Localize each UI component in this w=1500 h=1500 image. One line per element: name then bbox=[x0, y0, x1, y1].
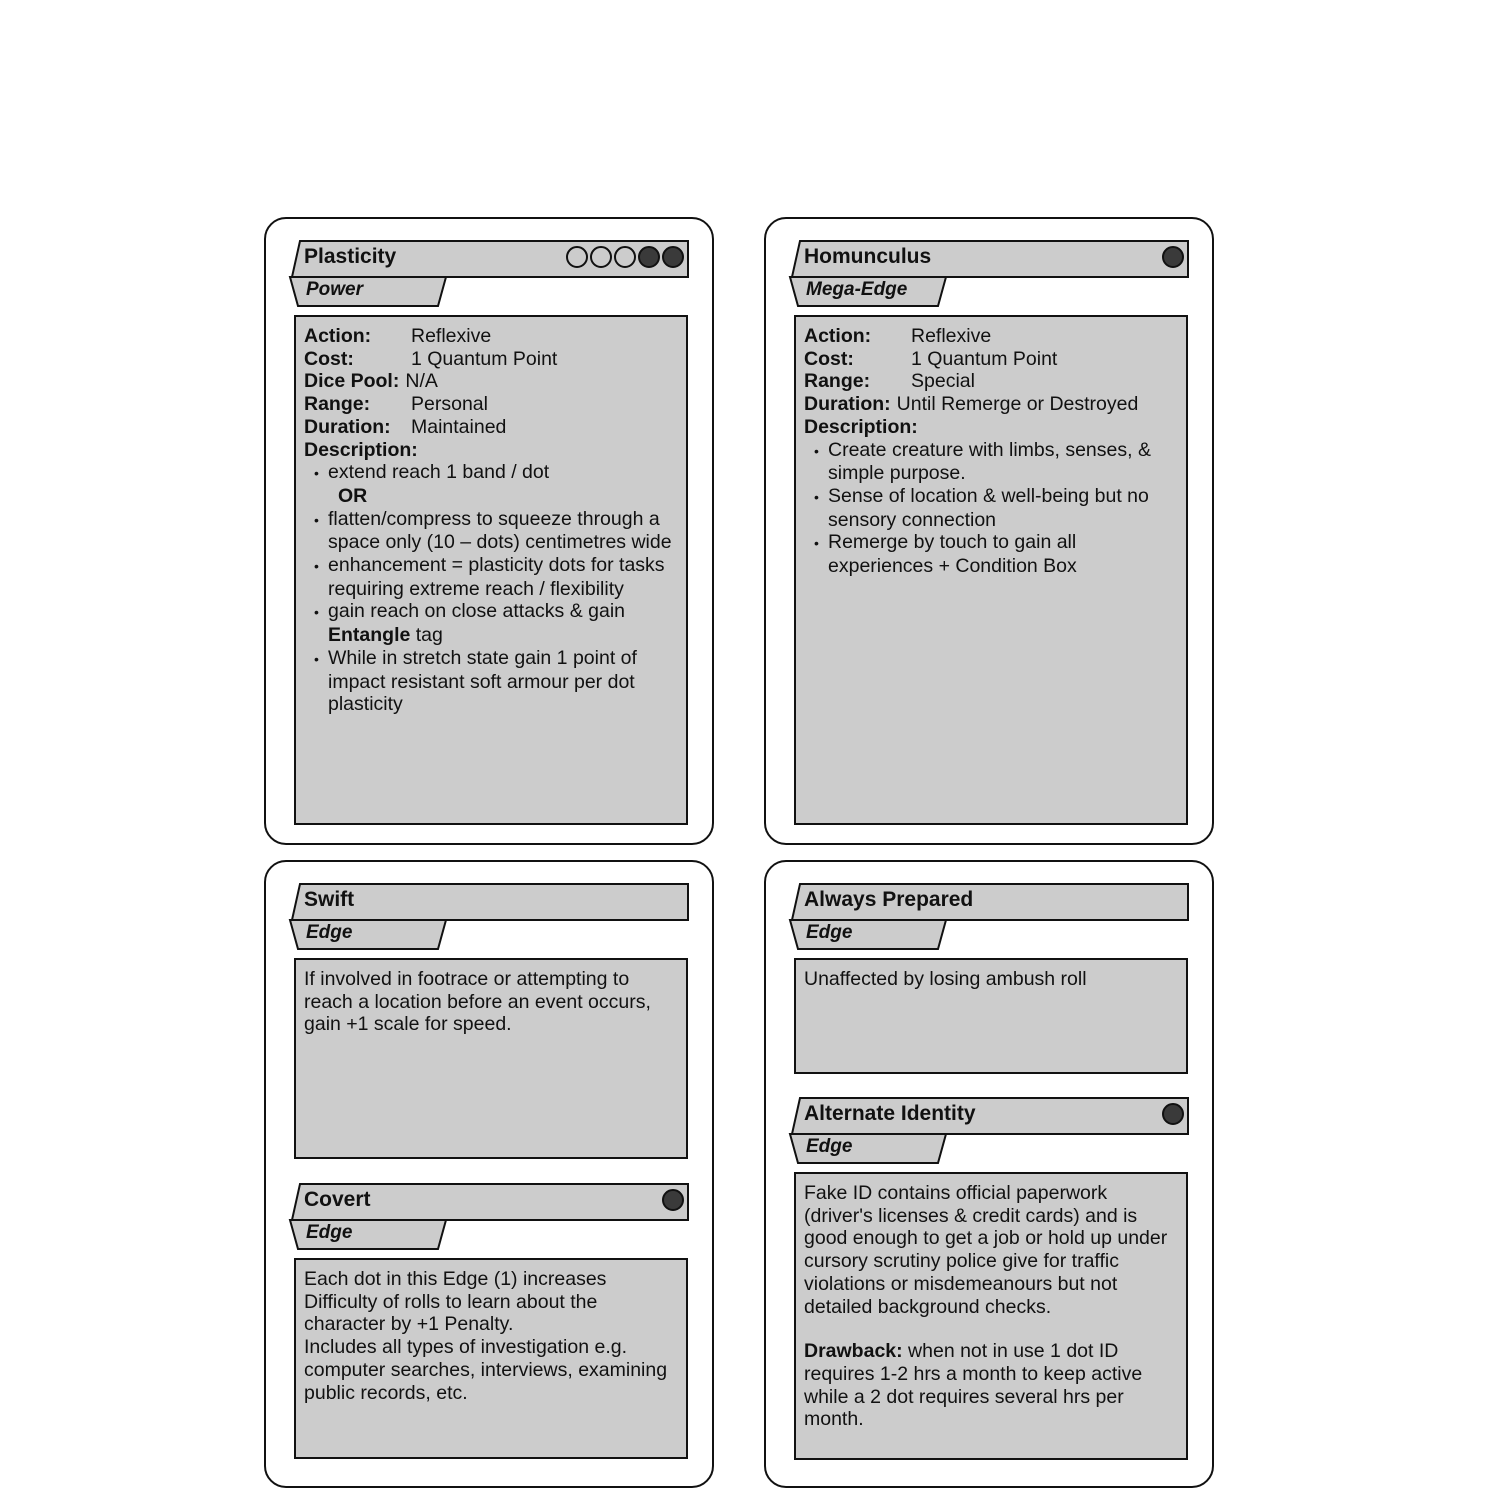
card-header-shapes bbox=[266, 219, 716, 329]
card-homunculus bbox=[764, 217, 1214, 845]
description-label: Description: bbox=[304, 438, 418, 461]
range-value: Special bbox=[911, 370, 975, 393]
card-title: Always Prepared bbox=[804, 888, 974, 911]
or-separator: OR bbox=[338, 484, 368, 507]
description-bullet: • extend reach 1 band / dot bbox=[304, 461, 678, 485]
card-body bbox=[794, 1172, 1188, 1460]
card-body: If involved in footrace or attempting to reach a location before an event occurs, gain +1 scale for speed. bbox=[294, 958, 688, 1159]
duration-value: Maintained bbox=[411, 415, 507, 438]
rating-dot-filled bbox=[638, 246, 660, 268]
body-text: Includes all types of investigation e.g. computer searches, interviews, examining public records, etc. bbox=[304, 1336, 668, 1404]
entangle-tag: Entangle bbox=[328, 624, 411, 647]
description-bullet: • Sense of location & well-being but no sensory connection bbox=[804, 485, 1178, 531]
body-text: Fake ID contains official paperwork (driver's licenses & credit cards) and is good enough to get a job or hold up under cursory scrutiny police give for traffic violations or misdemeanours but not detailed background checks. bbox=[804, 1182, 1168, 1318]
drawback-value: when not in use 1 dot ID requires 1-2 hrs a month to keep active while a 2 dot requires several hrs per month. bbox=[804, 1340, 1143, 1431]
dice-pool-value: N/A bbox=[405, 370, 438, 393]
rating-dot-filled bbox=[662, 246, 684, 268]
bullet-text: gain reach on close attacks & gain bbox=[328, 600, 626, 623]
range-value: Personal bbox=[411, 393, 488, 416]
card-title: Homunculus bbox=[804, 245, 932, 268]
description-bullet: • enhancement = plasticity dots for tasks requiring extreme reach / flexibility bbox=[304, 554, 678, 600]
action-label: Action: bbox=[804, 325, 872, 347]
duration-value: Until Remerge or Destroyed bbox=[896, 393, 1139, 416]
card-title: Plasticity bbox=[304, 245, 397, 268]
drawback-text bbox=[804, 1340, 1178, 1431]
card-always-prepared-alternate-identity bbox=[764, 860, 1214, 1488]
rating-dot-empty bbox=[566, 246, 588, 268]
card-swift-covert bbox=[264, 860, 714, 1488]
description-label: Description: bbox=[804, 415, 918, 438]
card-type: Edge bbox=[306, 1222, 353, 1243]
bullet-text: tag bbox=[415, 624, 443, 647]
cost-value: 1 Quantum Point bbox=[911, 347, 1058, 370]
card-header-shapes bbox=[766, 219, 1216, 329]
description-bullet bbox=[304, 600, 678, 646]
rating-dot-empty bbox=[590, 246, 612, 268]
card-title: Swift bbox=[304, 888, 355, 911]
card-type: Edge bbox=[806, 1136, 853, 1157]
dot-rating bbox=[564, 246, 684, 268]
cost-label: Cost: bbox=[804, 347, 854, 370]
rating-dot-filled bbox=[1162, 246, 1184, 268]
card-title: Covert bbox=[304, 1188, 371, 1211]
card-plasticity bbox=[264, 217, 714, 845]
duration-label: Duration: bbox=[804, 393, 891, 416]
card-body: Unaffected by losing ambush roll bbox=[794, 958, 1188, 1074]
dot-rating bbox=[660, 1189, 684, 1211]
rating-dot-filled bbox=[1162, 1103, 1184, 1125]
card-body bbox=[294, 1258, 688, 1459]
card-body bbox=[794, 315, 1188, 825]
cost-label: Cost: bbox=[304, 347, 354, 370]
rating-dot-empty bbox=[614, 246, 636, 268]
dot-rating bbox=[1160, 246, 1184, 268]
range-label: Range: bbox=[804, 370, 871, 393]
card-title: Alternate Identity bbox=[804, 1102, 976, 1125]
range-label: Range: bbox=[304, 393, 371, 416]
rating-dot-filled bbox=[662, 1189, 684, 1211]
card-body bbox=[294, 315, 688, 825]
body-text: Each dot in this Edge (1) increases Difficulty of rolls to learn about the character by +1 Penalty. bbox=[304, 1268, 607, 1336]
description-bullet: • Create creature with limbs, senses, & simple purpose. bbox=[804, 439, 1178, 485]
card-type: Power bbox=[306, 279, 364, 300]
dice-pool-label: Dice Pool: bbox=[304, 370, 400, 393]
description-bullet: • flatten/compress to squeeze through a space only (10 – dots) centimetres wide bbox=[304, 508, 678, 554]
action-value: Reflexive bbox=[911, 325, 992, 347]
description-bullet: • Remerge by touch to gain all experiences + Condition Box bbox=[804, 531, 1178, 577]
card-type: Edge bbox=[806, 922, 853, 943]
description-bullet: • While in stretch state gain 1 point of impact resistant soft armour per dot plasticity bbox=[304, 647, 678, 716]
card-type: Edge bbox=[306, 922, 353, 943]
action-value: Reflexive bbox=[411, 325, 492, 347]
action-label: Action: bbox=[304, 325, 372, 347]
cost-value: 1 Quantum Point bbox=[411, 347, 558, 370]
duration-label: Duration: bbox=[304, 415, 391, 438]
dot-rating bbox=[1160, 1103, 1184, 1125]
drawback-label: Drawback: bbox=[804, 1340, 903, 1363]
card-type: Mega-Edge bbox=[806, 279, 908, 300]
